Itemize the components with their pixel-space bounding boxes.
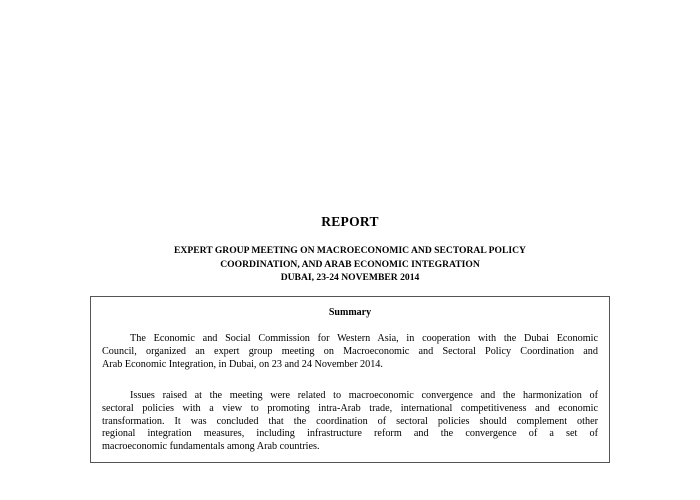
meeting-title-line: COORDINATION, AND ARAB ECONOMIC INTEGRATION bbox=[220, 258, 480, 270]
summary-text-line: Issues raised at the meeting were related to macroeconomic convergence and the harmonization of bbox=[130, 390, 598, 401]
meeting-date-line: DUBAI, 23-24 NOVEMBER 2014 bbox=[280, 272, 420, 283]
report-title: REPORT bbox=[321, 214, 379, 229]
summary-text-line: The Economic and Social Commission for Western Asia, in cooperation with the Dubai Economic bbox=[130, 333, 598, 344]
summary-heading: Summary bbox=[328, 307, 372, 318]
meeting-title-line: EXPERT GROUP MEETING ON MACROECONOMIC AND SECTORAL POLICY bbox=[174, 245, 526, 256]
summary-text-line: sectoral policies with a view to promoting intra-Arab trade, international competitiveness and economic bbox=[102, 402, 598, 414]
summary-paragraph-1 bbox=[102, 333, 598, 371]
summary-paragraph-2 bbox=[102, 390, 598, 454]
summary-text-line: Arab Economic Integration, in Dubai, on 23 and 24 November 2014. bbox=[102, 358, 383, 370]
meeting-title bbox=[100, 244, 600, 285]
summary-text-line: Council, organized an expert group meeting on Macroeconomic and Sectoral Policy Coordination and bbox=[102, 345, 598, 357]
summary-text-line: transformation. It was concluded that the coordination of sectoral policies should complement other bbox=[102, 415, 598, 427]
summary-box bbox=[90, 296, 610, 463]
summary-text-line: regional integration measures, including infrastructure reform and the convergence of a set of bbox=[102, 428, 598, 440]
summary-text-line: macroeconomic fundamentals among Arab countries. bbox=[102, 441, 320, 453]
